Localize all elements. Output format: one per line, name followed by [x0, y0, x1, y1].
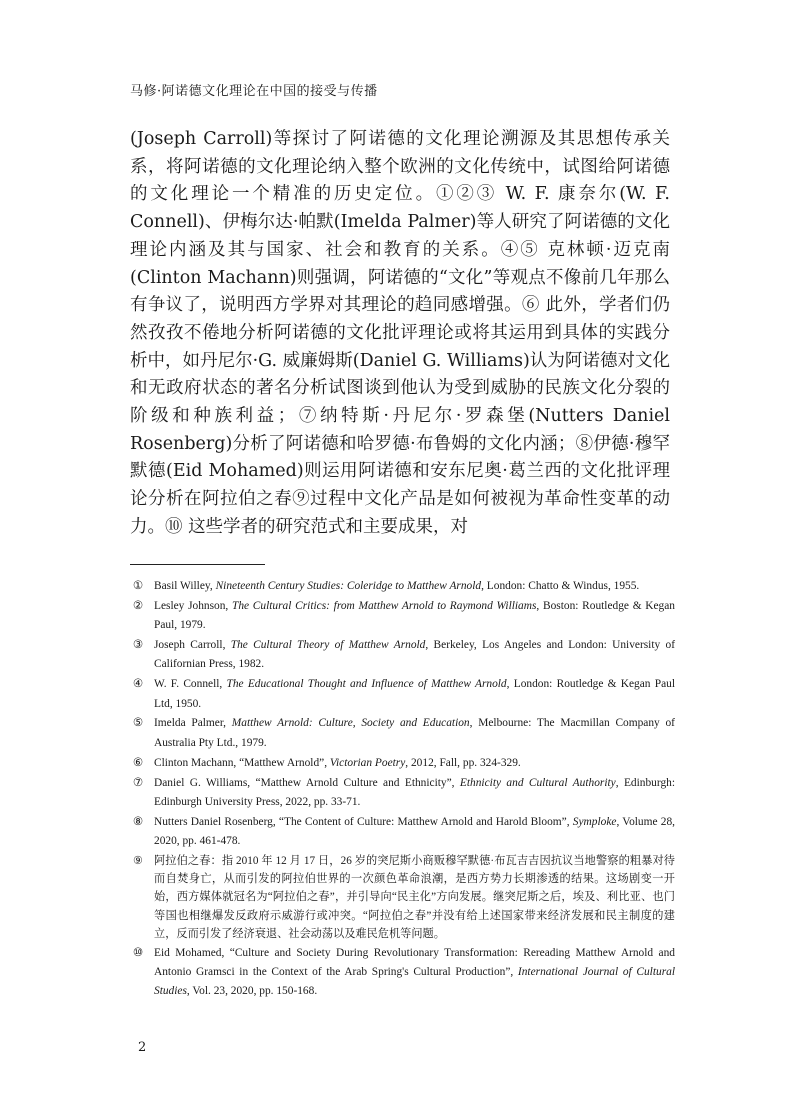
footnote-text: 阿拉伯之春：指 2010 年 12 月 17 日，26 岁的突尼斯小商贩穆罕默德·布瓦吉吉因抗议当地警察的粗暴对待而自焚身亡，从而引发的阿拉伯世界的一次颜色革命浪潮，是西方势力长期渗透的结果。这场剧变一开始，西方媒体就冠名为“阿拉伯之春”，并引导向“民主化”方向发展。继突尼斯之后，埃及、利比亚、也门等国也相继爆发反政府示威游行或冲突。“阿拉伯之春”并没有给上述国家带来经济发展和民主制度的建立，反而引发了经济衰退、社会动荡以及难民危机等问题。 [154, 854, 675, 940]
footnote-text: Nutters Daniel Rosenberg, “The Content of Culture: Matthew Arnold and Harold Bloom”, [154, 815, 573, 828]
footnote-text: Joseph Carroll, [154, 639, 231, 652]
footnote-number: ⑩ [132, 946, 144, 959]
footnote [130, 675, 675, 714]
footnote-text: , Boston: Routledge & Kegan Paul, 1979. [154, 599, 676, 632]
footnote [130, 577, 675, 596]
running-head: 马修·阿诺德文化理论在中国的接受与传播 [130, 84, 378, 99]
footnote-text: , Vol. 23, 2020, pp. 150-168. [186, 985, 318, 998]
footnote-number: ① [132, 580, 144, 592]
footnote [130, 636, 675, 675]
footnote-title: The Educational Thought and Influence of Matthew Arnold [226, 678, 507, 691]
footnote-text: Eid Mohamed, “Culture and Society During Revolutionary Transformation: Rereading Matthew Arnold and Antonio Gramsci in the Context of the Arab Spring's Cultural Production”, [154, 946, 675, 978]
footnote-number: ④ [132, 678, 144, 691]
footnotes [130, 577, 675, 1002]
footnote-number: ③ [132, 639, 144, 652]
footnote [130, 944, 675, 1002]
footnote-number: ⑨ [132, 854, 144, 867]
footnote-text: , London: Chatto & Windus, 1955. [481, 580, 640, 592]
footnote [130, 754, 675, 773]
footnote [130, 597, 675, 636]
footnote-separator [130, 564, 265, 565]
footnote-text: W. F. Connell, [154, 678, 227, 691]
footnote-text: Basil Willey, [154, 580, 216, 592]
footnote-title: Ethnicity and Cultural Authority [459, 776, 616, 789]
footnote-text: , Berkeley, Los Angeles and London: University of Californian Press, 1982. [154, 639, 675, 671]
footnote-text: Clinton Machann, “Matthew Arnold”, [154, 756, 330, 769]
footnote-number: ⑤ [132, 717, 144, 730]
body-paragraph: (Joseph Carroll)等探讨了阿诺德的文化理论溯源及其思想传承关系，将阿诺德的文化理论纳入整个欧洲的文化传统中，试图给阿诺德的文化理论一个精准的历史定位。①②③ W. F. 康奈尔(W. F. Connell)、伊梅尔达·帕默(Imelda Palmer)等人研究了阿诺德的文化理论内涵及其与国家、社会和教育的关系。④⑤ 克林顿·迈克南(Clinton Machann)则强调，阿诺德的“文化”等观点不像前几年那么有争议了，说明西方学界对其理论的趋同感增强。⑥ 此外，学者们仍然孜孜不倦地分析阿诺德的文化批评理论或将其运用到具体的实践分析中，如丹尼尔·G. 威廉姆斯(Daniel G. Williams)认为阿诺德对文化和无政府状态的著名分析试图谈到他认为受到威胁的民族文化分裂的阶级和种族利益；⑦纳特斯·丹尼尔·罗森堡(Nutters Daniel Rosenberg)分析了阿诺德和哈罗德·布鲁姆的文化内涵；⑧伊德·穆罕默德(Eid Mohamed)则运用阿诺德和安东尼奥·葛兰西的文化批评理论分析在阿拉伯之春⑨过程中文化产品是如何被视为革命性变革的动力。⑩ 这些学者的研究范式和主要成果，对 [130, 129, 670, 537]
footnote-number: ⑥ [132, 756, 144, 769]
footnote-number: ② [132, 599, 144, 612]
footnote-title: International Journal of Cultural Studies [154, 965, 675, 998]
footnote-title: Symploke [572, 815, 617, 828]
footnote [130, 852, 675, 943]
footnote [130, 714, 675, 753]
footnote-text: Daniel G. Williams, “Matthew Arnold Culture and Ethnicity”, [154, 776, 460, 789]
footnote-title: Nineteenth Century Studies: Coleridge to Matthew Arnold [215, 580, 482, 592]
footnote-title: The Cultural Theory of Matthew Arnold [230, 639, 426, 652]
footnote [130, 813, 675, 852]
page-number: 2 [138, 1040, 147, 1055]
footnote [130, 774, 675, 813]
footnote-title: The Cultural Critics: from Matthew Arnold to Raymond Williams [232, 599, 537, 612]
main-body [130, 126, 670, 542]
footnote-text: , Volume 28, 2020, pp. 461-478. [154, 815, 676, 848]
footnote-title: Matthew Arnold: Culture, Society and Education [231, 717, 470, 730]
footnote-text: , 2012, Fall, pp. 324-329. [405, 756, 521, 769]
footnote-text: , Edinburgh: Edinburgh University Press, 2022, pp. 33-71. [154, 776, 675, 808]
footnote-text: , Melbourne: The Macmillan Company of Australia Pty Ltd., 1979. [154, 717, 675, 749]
footnote-title: Victorian Poetry [329, 756, 406, 769]
footnote-text: , London: Routledge & Kegan Paul Ltd, 1950. [154, 678, 676, 710]
footnote-number: ⑦ [132, 776, 144, 789]
footnote-text: Lesley Johnson, [154, 599, 232, 612]
footnote-number: ⑧ [132, 815, 144, 828]
footnote-text: Imelda Palmer, [154, 717, 232, 730]
